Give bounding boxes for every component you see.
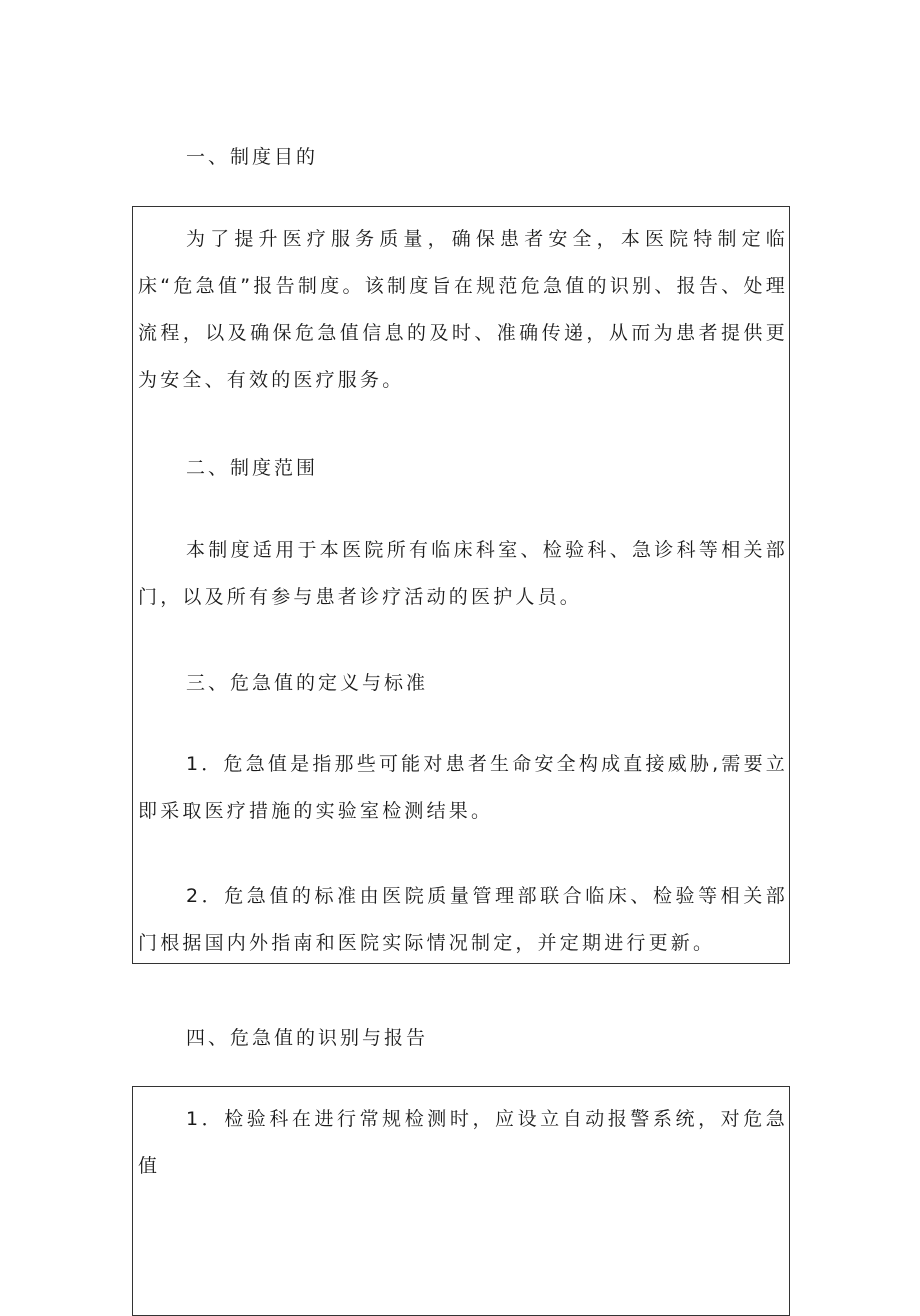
section-2-heading: 二、制度范围 [186, 457, 319, 479]
section-1-heading: 一、制度目的 [186, 146, 319, 168]
section-4-item-1: 1．检验科在进行常规检测时，应设立自动报警系统，对危急值 [138, 1108, 788, 1177]
section-4-heading: 四、危急值的识别与报告 [186, 1027, 429, 1049]
section-3-item-2: 2．危急值的标准由医院质量管理部联合临床、检验等相关部门根据国内外指南和医院实际情况制定，并定期进行更新。 [138, 885, 788, 954]
section-2-paragraph: 本制度适用于本医院所有临床科室、检验科、急诊科等相关部门，以及所有参与患者诊疗活动的医护人员。 [138, 539, 788, 608]
section-3-item-1: 1．危急值是指那些可能对患者生命安全构成直接威胁,需要立即采取医疗措施的实验室检测结果。 [138, 753, 788, 822]
section-3-heading: 三、危急值的定义与标准 [186, 672, 429, 694]
section-1-paragraph: 为了提升医疗服务质量，确保患者安全，本医院特制定临床“危急值”报告制度。该制度旨在规范危急值的识别、报告、处理流程，以及确保危急值信息的及时、准确传递，从而为患者提供更为安全、有效的医疗服务。 [138, 228, 788, 391]
